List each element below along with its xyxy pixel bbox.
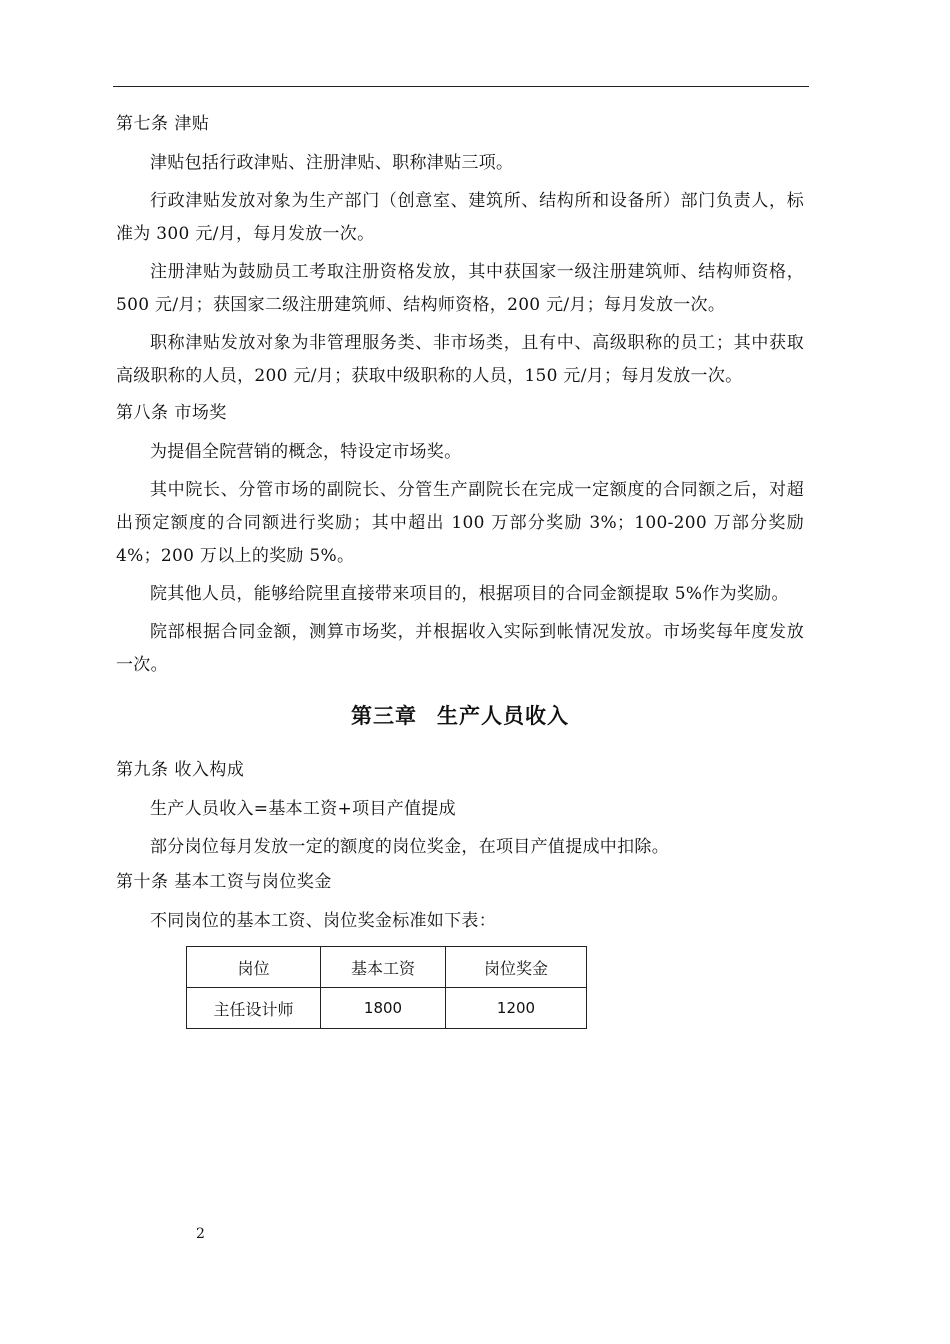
table-cell: 1200 [446, 988, 587, 1029]
page-number: 2 [196, 1226, 205, 1242]
header-rule [113, 86, 809, 87]
paragraph: 部分岗位每月发放一定的额度的岗位奖金，在项目产值提成中扣除。 [150, 837, 669, 857]
table-cell: 主任设计师 [187, 988, 321, 1029]
table-cell: 1800 [321, 988, 446, 1029]
article-heading: 第九条 收入构成 [116, 760, 245, 780]
article-heading: 第七条 津贴 [116, 114, 210, 134]
table-header-cell: 岗位 [187, 947, 321, 988]
article-heading: 第八条 市场奖 [116, 403, 227, 423]
paragraph: 职称津贴发放对象为非管理服务类、非市场类，且有中、高级职称的员工；其中获取高级职称的人员，200 元/月；获取中级职称的人员，150 元/月；每月发放一次。 [116, 333, 804, 386]
paragraph: 院其他人员，能够给院里直接带来项目的，根据项目的合同金额提取 5%作为奖励。 [150, 584, 789, 604]
chapter-title [116, 700, 804, 730]
paragraph: 行政津贴发放对象为生产部门（创意室、建筑所、结构所和设备所）部门负责人，标准为 300 元/月，每月发放一次。 [116, 191, 804, 244]
paragraph: 其中院长、分管市场的副院长、分管生产副院长在完成一定额度的合同额之后，对超出预定额度的合同额进行奖励；其中超出 100 万部分奖励 3%；100-200 万部分奖励 4%；200 万以上的奖励 5%。 [116, 480, 804, 566]
table-header-cell: 岗位奖金 [446, 947, 587, 988]
paragraph: 院部根据合同金额，测算市场奖，并根据收入实际到帐情况发放。市场奖每年度发放一次。 [116, 622, 804, 675]
paragraph: 不同岗位的基本工资、岗位奖金标准如下表： [150, 911, 496, 931]
paragraph: 注册津贴为鼓励员工考取注册资格发放，其中获国家一级注册建筑师、结构师资格，500 元/月；获国家二级注册建筑师、结构师资格，200 元/月；每月发放一次。 [116, 262, 804, 315]
table-header-cell: 基本工资 [321, 947, 446, 988]
article-heading: 第十条 基本工资与岗位奖金 [116, 872, 332, 892]
document-body [116, 112, 804, 1029]
table-row [187, 988, 587, 1029]
paragraph: 为提倡全院营销的概念，特设定市场奖。 [150, 442, 462, 462]
salary-table [186, 946, 587, 1029]
chapter-name: 生产人员收入 [437, 704, 569, 728]
table-header-row [187, 947, 587, 988]
paragraph: 津贴包括行政津贴、注册津贴、职称津贴三项。 [150, 153, 514, 173]
paragraph: 生产人员收入=基本工资+项目产值提成 [150, 799, 456, 819]
chapter-number: 第三章 [351, 704, 417, 728]
